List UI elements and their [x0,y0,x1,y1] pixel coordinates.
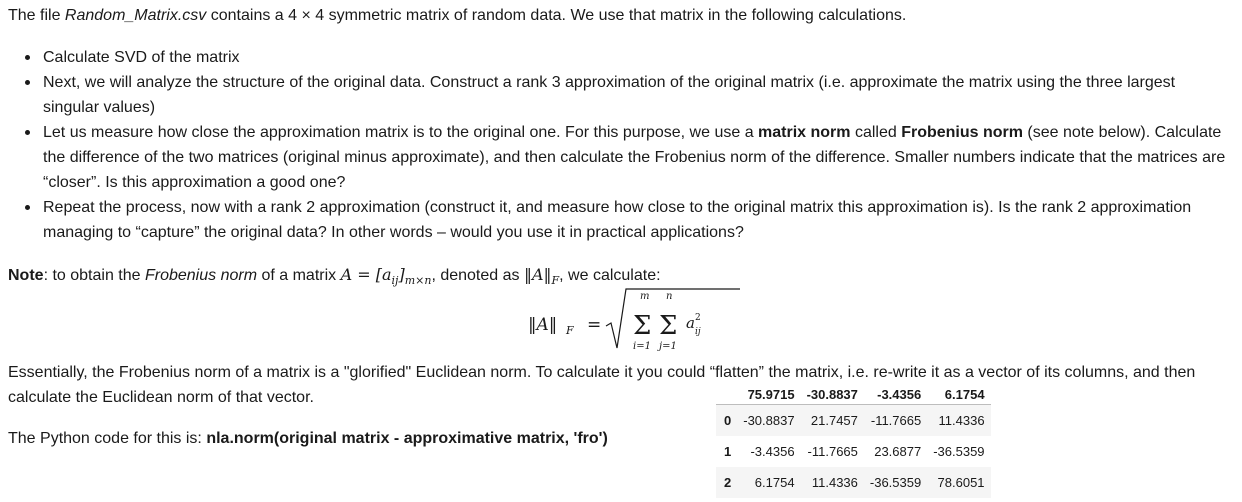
svg-text:Σ: Σ [659,311,678,341]
norm-symbol: $‖A‖_F$ [523,265,560,287]
svg-text:=: = [587,315,602,335]
table-cell: -11.7665 [807,444,858,459]
table-cell: -30.8837 [743,413,795,428]
table-cell: 78.6051 [937,475,985,490]
dataframe-table [716,384,991,498]
intro-paragraph: The file Random_Matrix.csv contains a 4 × 4 symmetric matrix of random data. We use that matrix in the following calculations. [8,7,907,24]
svg-text:m: m [640,291,650,302]
column-header: 6.1754 [927,384,990,405]
svg-text:ij: ij [695,327,701,337]
table-cell: 6.1754 [754,475,795,490]
table-cell: 11.4336 [938,413,985,428]
note-paragraph: Note: to obtain the Frobenius norm of a matrix $A = [a_{ij}]_{m\times n}$, denoted as $‖A‖_F$, we calculate: [8,265,661,287]
column-header: -3.4356 [864,384,927,405]
table-cell: 21.7457 [810,413,858,428]
svg-text:Σ: Σ [633,311,652,341]
matrix-definition: $A = [a_{ij}]_{m\times n}$ [340,265,432,287]
row-index: 2 [724,475,732,490]
row-index: 1 [724,444,732,459]
table-row [716,467,991,498]
svg-text:n: n [666,291,673,302]
table-cell: 11.4336 [811,475,858,490]
frobenius-term: Frobenius norm [144,267,258,284]
explanation-paragraph: Essentially, the Frobenius norm of a matrix is a "glorified" Euclidean norm. To calculate it you could “flatten” the matrix, i.e. re-write it as a vector of its columns, and then calculate the Euclidean norm of that vector. [8,364,1196,406]
table-cell: -11.7665 [870,413,922,428]
note-label: Note [8,267,44,284]
filename: Random_Matrix.csv [64,7,207,24]
svg-text:2: 2 [695,313,701,323]
table-cell: 23.6877 [874,444,922,459]
svg-text:F: F [566,324,574,337]
table-row [716,405,991,437]
python-paragraph: The Python code for this is: nla.norm(original matrix - approximative matrix, 'fro') [8,430,608,447]
table-header-row [716,384,991,405]
table-row [716,436,991,467]
table-cell: -3.4356 [750,444,795,459]
bold-term: matrix norm [758,124,851,141]
bold-term: Frobenius norm [901,124,1023,141]
column-header: 75.9715 [737,384,800,405]
python-code: nla.norm(original matrix - approximative matrix, 'fro') [206,430,608,447]
svg-text:‖A‖: ‖A‖ [528,315,558,335]
table-cell: -36.5359 [933,444,985,459]
frobenius-formula [520,286,740,356]
list-item: Next, we will analyze the structure of the original data. Construct a rank 3 approximation of the original matrix (i.e. approximate the matrix using the three largest singular values) [8,70,1233,120]
table-cell: -36.5359 [869,475,922,490]
svg-text:j=1: j=1 [659,341,677,352]
index-header [716,384,737,405]
list-item: Repeat the process, now with a rank 2 approximation (construct it, and measure how close to the original matrix this approximation is). Is the rank 2 approximation managing to “capture” the original data? In other words – would you use it in practical applications? [8,195,1233,245]
svg-text:a: a [686,314,695,332]
column-header: -30.8837 [801,384,864,405]
svg-text:i=1: i=1 [633,341,651,352]
row-index: 0 [724,413,732,428]
list-item: Calculate SVD of the matrix [8,45,1233,70]
task-list [8,45,1233,245]
list-item: Let us measure how close the approximation matrix is to the original one. For this purpose, we use a matrix norm called Frobenius norm (see note below). Calculate the difference of the two matrices (original minus approximate), and then calculate the Frobenius norm of the difference. Smaller numbers indicate that the matrices are “closer”. Is this approximation a good one? [8,120,1233,195]
